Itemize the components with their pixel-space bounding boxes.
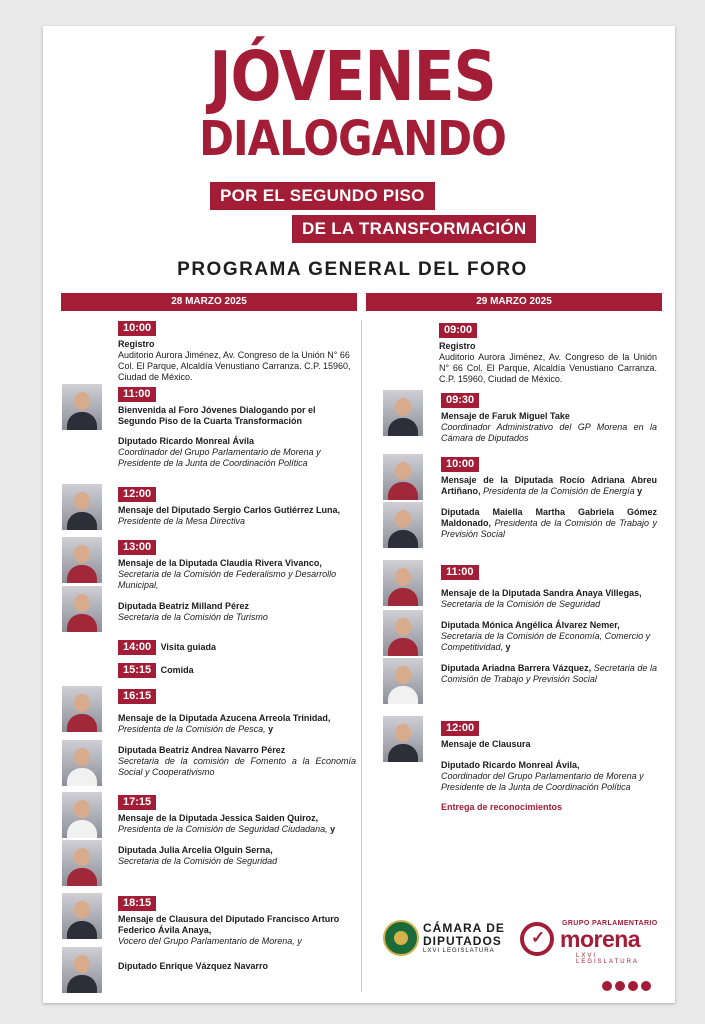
time-badge: 17:15 [118,795,156,810]
ribbon-1: POR EL SEGUNDO PISO [210,182,435,210]
conjunction: y [327,824,336,834]
recognition-label: Entrega de reconocimientos [441,802,563,812]
d1-event-1300 [118,537,356,623]
d2-event-1200 [441,718,657,812]
speaker-photo [383,716,423,762]
speaker-role-2: Secretaria de la Comisión de Turismo [118,612,268,622]
speaker-role-2: Secretaria de la Comisión de Seguridad [118,856,278,866]
event-label: Visita guiada [160,642,216,652]
speaker-name: Mensaje de Faruk Miguel Take [441,411,570,421]
d1-event-1715 [118,792,356,867]
speaker-role-2: Secretaria de la Comisión de Economía, Comercio y Competitividad, [441,631,651,652]
speaker-photo [62,484,102,530]
speaker-role: Vocero del Grupo Parlamentario de Morena, y [118,936,302,946]
speaker-photo [62,740,102,786]
ribbon-2: DE LA TRANSFORMACIÓN [292,215,536,243]
speaker-photo [62,384,102,430]
page-subtitle: PROGRAMA GENERAL DEL FORO [177,259,528,280]
d2-event-1100 [441,562,657,685]
camara-legislatura: LXVI LEGISLATURA [423,948,495,954]
d1-event-1200 [118,484,356,527]
title-line-2: DIALOGANDO [199,110,506,167]
d1-event-1400 [118,637,356,658]
speaker-photo [383,610,423,656]
speaker-role: Presidenta de la Comisión de Energía [483,486,635,496]
morena-name: morena [560,926,641,952]
speaker-name-3: Diputada Ariadna Barrera Vázquez, [441,663,592,673]
speaker-name: Mensaje de la Diputada Claudia Rivera Vivanco, [118,558,322,568]
speaker-photo [383,502,423,548]
d2-event-registro [439,320,657,385]
time-badge: 16:15 [118,689,156,704]
time-badge: 11:00 [118,387,156,402]
speaker-photo [62,586,102,632]
gp-label: GRUPO PARLAMENTARIO [562,920,658,927]
time-badge: 13:00 [118,540,156,555]
speaker-role: Coordinador del Grupo Parlamentario de Morena y Presidente de la Junta de Coordinación Política [441,771,644,792]
speaker-role: Coordinador del Grupo Parlamentario de Morena y Presidente de la Junta de Coordinación Política [118,447,321,468]
speaker-name: Mensaje de la Diputada Azucena Arreola Trinidad, [118,713,331,723]
conjunction: y [503,642,511,652]
time-badge: 10:00 [118,321,156,336]
speaker-photo [62,792,102,838]
speaker-name: Diputado Ricardo Monreal Ávila, [441,760,580,770]
d2-event-0930 [441,390,657,444]
speaker-name: Mensaje de la Diputada Sandra Anaya Villegas, [441,588,642,598]
speaker-name: Mensaje de la Diputada Jessica Saiden Quiroz, [118,813,319,823]
time-badge: 12:00 [441,721,479,736]
time-badge: 09:00 [439,323,477,338]
speaker-name: Mensaje del Diputado Sergio Carlos Gutiérrez Luna, [118,505,341,515]
event-text: Auditorio Aurora Jiménez, Av. Congreso de la Unión N° 66 Col. El Parque, Alcaldía Venustiano Carranza. C.P. 15960, Ciudad de México. [118,350,351,382]
speaker-role: Secretaria de la Comisión de Seguridad [441,599,601,609]
speaker-name-2: Diputada Mónica Angélica Álvarez Nemer, [441,620,620,630]
speaker-role-2: Secretaria de la comisión de Fomento a la Economía Social y Cooperativismo [118,756,356,777]
time-badge: 09:30 [441,393,479,408]
speaker-photo [62,840,102,886]
title-line-1: JÓVENES [209,36,496,118]
morena-logo [520,920,660,965]
event-title: Registro [118,339,155,349]
d2-event-1000 [441,454,657,540]
event-title: Bienvenida al Foro Jóvenes Dialogando por el Segundo Piso de la Cuarta Transformación [118,405,316,426]
speaker-name-2: Diputada Maiella Martha Gabriela Gómez Maldonado, [441,507,657,528]
d1-event-1815 [118,893,356,972]
speaker-name-2: Diputada Julia Arcelia Olguín Serna, [118,845,273,855]
decorative-dots [602,978,654,996]
camara-logo [383,920,513,958]
event-label: Comida [160,665,194,675]
speaker-role-2: Presidenta de la Comisión de Trabajo y Previsión Social [441,518,657,539]
morena-legislatura: LXVI LEGISLATURA [576,953,639,965]
speaker-role: Presidente de la Mesa Directiva [118,516,246,526]
check-icon [520,922,554,956]
conjunction: y [634,486,643,496]
speaker-name-2: Diputada Beatriz Milland Pérez [118,601,250,611]
time-badge: 18:15 [118,896,156,911]
speaker-photo [62,947,102,993]
day1-header: 28 MARZO 2025 [61,293,357,311]
conjunction: y [265,724,274,734]
speaker-name: Mensaje de Clausura del Diputado Francisco Arturo Federico Ávila Anaya, [118,914,340,935]
day2-header: 29 MARZO 2025 [366,293,662,311]
speaker-photo [383,658,423,704]
time-badge: 11:00 [441,565,479,580]
d1-event-1100 [118,384,356,469]
event-title: Registro [439,341,476,351]
d1-event-registro [118,318,356,383]
seal-icon [383,920,419,956]
speaker-photo [383,390,423,436]
speaker-name: Mensaje de la Diputada Rocío Adriana Abreu Artiñano, [441,475,657,496]
speaker-role-3: Secretaria de la Comisión de Trabajo y Previsión Social [441,663,657,684]
speaker-name-2: Diputada Beatriz Andrea Navarro Pérez [118,745,286,755]
speaker-photo [383,560,423,606]
speaker-name-2: Diputado Enrique Vázquez Navarro [118,961,269,971]
time-badge: 14:00 [118,640,156,655]
event-text: Auditorio Aurora Jiménez, Av. Congreso de la Unión N° 66 Col. El Parque, Alcaldía Venustiano Carranza. C.P. 15960, Ciudad de México. [439,352,657,384]
speaker-role: Presidenta de la Comisión de Pesca, [118,724,266,734]
speaker-photo [62,537,102,583]
speaker-photo [383,454,423,500]
speaker-role: Coordinador Administrativo del GP Morena en la Cámara de Diputados [441,422,657,443]
speaker-photo [62,686,102,732]
event-title: Mensaje de Clausura [441,739,531,749]
d1-event-1615 [118,686,356,778]
speaker-role: Presidenta de la Comisión de Seguridad Ciudadana, [118,824,328,834]
time-badge: 15:15 [118,663,156,678]
speaker-photo [62,893,102,939]
time-badge: 10:00 [441,457,479,472]
speaker-name: Diputado Ricardo Monreal Ávila [118,436,255,446]
d1-event-1515 [118,660,356,681]
time-badge: 12:00 [118,487,156,502]
speaker-role: Secretaria de la Comisión de Federalismo y Desarrollo Municipal, [118,569,337,590]
camara-name: CÁMARA DE DIPUTADOS [423,921,505,948]
column-divider [361,320,362,992]
